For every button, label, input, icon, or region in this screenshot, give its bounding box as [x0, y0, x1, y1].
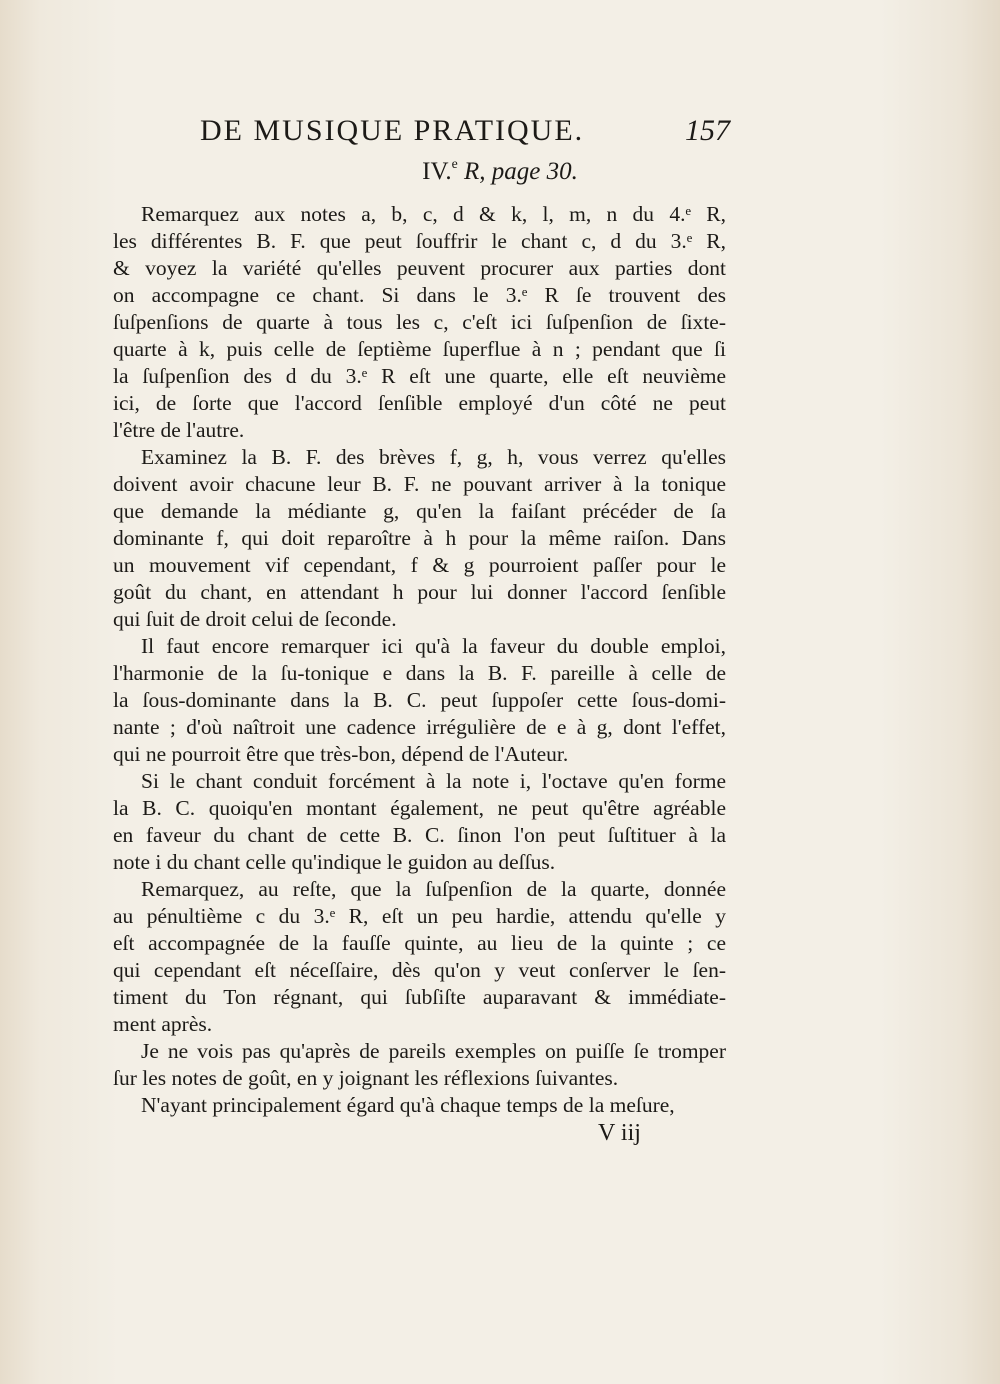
text-line: timent du Ton régnant, qui ſubſiſte auparavant & immédiate-	[113, 985, 726, 1009]
text-line: la ſous-dominante dans la B. C. peut ſuppoſer cette ſous-domi-	[113, 688, 726, 712]
text-line: qui ne pourroit être que très-bon, dépend de l'Auteur.	[113, 742, 569, 766]
text-line: au pénultième c du 3.ᵉ R, eſt un peu hardie, attendu qu'elle y	[113, 904, 726, 928]
text-line: qui cependant eſt néceſſaire, dès qu'on y veut conſerver le ſen-	[113, 958, 726, 982]
text-line: quarte à k, puis celle de ſeptième ſuperflue à n ; pendant que ſi	[113, 337, 726, 361]
text-line: Remarquez aux notes a, b, c, d & k, l, m, n du 4.ᵉ R,	[141, 202, 726, 226]
paragraph	[113, 768, 726, 876]
running-head	[200, 114, 730, 154]
text-line: l'être de l'autre.	[113, 418, 245, 442]
body-text	[113, 201, 726, 1119]
text-line: que demande la médiante g, qu'en la faiſant précéder de ſa	[113, 499, 726, 523]
text-line: & voyez la variété qu'elles peuvent procurer aux parties dont	[113, 256, 726, 280]
text-line: Si le chant conduit forcément à la note i, l'octave qu'en forme	[141, 769, 726, 793]
text-line: Je ne vois pas qu'après de pareils exemples on puiſſe ſe tromper	[141, 1039, 726, 1063]
text-line: dominante f, qui doit reparoître à h pour la même raiſon. Dans	[113, 526, 726, 550]
text-line: qui ſuit de droit celui de ſeconde.	[113, 607, 397, 631]
section-reference: R, page 30.	[463, 158, 578, 185]
running-title: DE MUSIQUE PRATIQUE.	[200, 114, 585, 147]
text-line: goût du chant, en attendant h pour lui donner l'accord ſenſible	[113, 580, 726, 604]
text-line: un mouvement vif cependant, f & g pourroient paſſer pour le	[113, 553, 726, 577]
text-line: l'harmonie de la ſu-tonique e dans la B. F. pareille à celle de	[113, 661, 726, 685]
text-line: les différentes B. F. que peut ſouffrir le chant c, d du 3.ᵉ R,	[113, 229, 726, 253]
text-line: ment après.	[113, 1012, 213, 1036]
text-line: Examinez la B. F. des brèves f, g, h, vous verrez qu'elles	[141, 445, 726, 469]
text-line: ſuſpenſions de quarte à tous les c, c'eſt ici ſuſpenſion de ſixte-	[113, 310, 726, 334]
text-line: ſur les notes de goût, en y joignant les réflexions ſuivantes.	[113, 1066, 619, 1090]
text-line: N'ayant principalement égard qu'à chaque temps de la meſure,	[141, 1093, 675, 1117]
text-line: la ſuſpenſion des d du 3.ᵉ R eſt une quarte, elle eſt neuvième	[113, 364, 726, 388]
text-line: la B. C. quoiqu'en montant également, ne peut qu'être agréable	[113, 796, 726, 820]
text-line: ici, de ſorte que l'accord ſenſible employé d'un côté ne peut	[113, 391, 726, 415]
text-line: note i du chant celle qu'indique le guidon au deſſus.	[113, 850, 556, 874]
paragraph	[113, 633, 726, 768]
text-line: nante ; d'où naîtroit une cadence irrégulière de e à g, dont l'effet,	[113, 715, 726, 739]
section-heading	[0, 158, 1000, 186]
section-sup: e	[451, 156, 458, 171]
page-number: 157	[685, 114, 730, 147]
text-line: Remarquez, au reſte, que la ſuſpenſion de la quarte, donnée	[141, 877, 726, 901]
paragraph	[113, 876, 726, 1038]
signature-mark: V iij	[598, 1120, 641, 1146]
paragraph	[113, 201, 726, 444]
text-line: eſt accompagnée de la fauſſe quinte, au lieu de la quinte ; ce	[113, 931, 726, 955]
paragraph	[113, 1092, 726, 1119]
text-line: on accompagne ce chant. Si dans le 3.ᵉ R ſe trouvent des	[113, 283, 726, 307]
section-roman: IV.	[422, 158, 452, 185]
paragraph	[113, 444, 726, 633]
paragraph	[113, 1038, 726, 1092]
text-line: en faveur du chant de cette B. C. ſinon l'on peut ſuſtituer à la	[113, 823, 726, 847]
text-line: doivent avoir chacune leur B. F. ne pouvant arriver à la tonique	[113, 472, 726, 496]
text-line: Il faut encore remarquer ici qu'à la faveur du double emploi,	[141, 634, 726, 658]
